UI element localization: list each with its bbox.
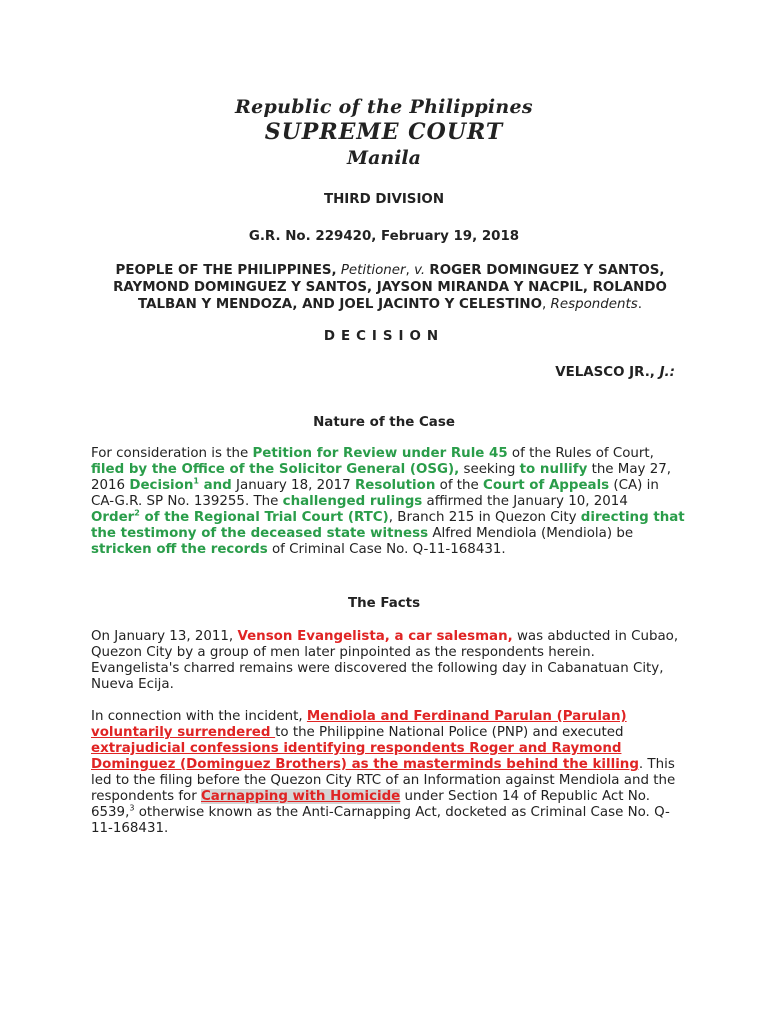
- link-osg: filed by the Office of the Solicitor General (OSG),: [91, 462, 460, 477]
- paragraph-nature: For consideration is the Petition for Review under Rule 45 of the Rules of Court, filed by the Office of the Solicitor General (OSG), seeking to nullify the May 27, 2016 Decision$^1$ and January 18, 2017 Resolution of the Court of Appeals (CA) in CA-G.R. SP No. 139255. The challenged rulings affirmed the January 10, 2014 Order$^2$ of the Regional Trial Court (RTC), Branch 215 in Quezon City directing that the testimony of the deceased state witness Alfred Mendiola (Mendiola) be stricken off the records of Criminal Case No. Q-11-168431.: [91, 446, 685, 557]
- paragraph-facts-2: In connection with the incident, Mendiola and Ferdinand Parulan (Parulan) voluntarily surrendered to the Philippine National Police (PNP) and executed extrajudicial confessions identifying respondents Roger and Raymond Dominguez (Dominguez Brothers) as the masterminds behind the killing. This led to the filing before the Quezon City RTC of an Information against Mendiola and the respondents for Carnapping with Homicide under Section 14 of Republic Act No. 6539,$^3$ otherwise known as the Anti-Carnapping Act, docketed as Criminal Case No. Q- 11-168431.: [91, 709, 676, 836]
- footnote-1: 1: [193, 476, 199, 486]
- highlight-masterminds: Dominguez (Dominguez Brothers) as the masterminds behind the killing: [91, 757, 639, 772]
- header-court: SUPREME COURT: [264, 119, 504, 145]
- case-number: G.R. No. 229420, February 19, 2018: [248, 229, 520, 244]
- link-court-of-appeals: Court of Appeals: [483, 478, 610, 493]
- petitioner-role: Petitioner: [340, 263, 406, 278]
- link-nullify: to nullify: [519, 462, 588, 477]
- versus: v.: [414, 263, 426, 278]
- footnote-3: 3: [129, 803, 135, 813]
- link-decision: Decision: [129, 478, 194, 493]
- party-roger: ROGER DOMINGUEZ Y SANTOS,: [429, 263, 665, 278]
- link-stricken: stricken off the records: [91, 542, 268, 557]
- party-people: PEOPLE OF THE PHILIPPINES,: [115, 263, 337, 278]
- party-line-2: RAYMOND DOMINGUEZ Y SANTOS, JAYSON MIRANDA Y NACPIL, ROLANDO: [113, 280, 667, 295]
- decision-heading: DECISION: [323, 329, 445, 344]
- link-directing: directing that: [580, 510, 685, 525]
- highlight-mendiola-parulan: Mendiola and Ferdinand Parulan (Parulan): [306, 709, 627, 724]
- header-republic: Republic of the Philippines: [235, 96, 533, 118]
- link-order: Order: [91, 510, 135, 525]
- header-city: Manila: [347, 147, 421, 169]
- ponente-title: J.:: [659, 365, 675, 380]
- party-line-3: TALBAN Y MENDOZA, AND JOEL JACINTO Y CELESTINO: [138, 297, 543, 312]
- link-resolution: Resolution: [354, 478, 436, 493]
- highlight-venson: Venson Evangelista, a car salesman,: [237, 629, 513, 644]
- respondents-role: Respondents: [550, 297, 638, 312]
- link-challenged-rulings: challenged rulings: [282, 494, 423, 509]
- link-petition: Petition for Review under Rule 45: [252, 446, 508, 461]
- paragraph-facts-1: On January 13, 2011, Venson Evangelista, a car salesman, was abducted in Cubao, Quezon City by a group of men later pinpointed as the respondents herein. Evangelista's charred remains were discovered the following day in Cabanatuan City, Nueva Ecija.: [91, 629, 679, 692]
- division-title: THIRD DIVISION: [323, 192, 445, 207]
- ponente: [555, 365, 675, 381]
- highlight-carnapping: Carnapping with Homicide: [200, 789, 401, 804]
- case-parties: PEOPLE OF THE PHILIPPINES, Petitioner, v. ROGER DOMINGUEZ Y SANTOS, RAYMOND DOMINGUEZ Y SANTOS, JAYSON MIRANDA Y NACPIL, ROLANDO TALBAN Y MENDOZA, AND JOEL JACINTO Y CELESTINO, Respondents.: [113, 263, 667, 312]
- ponente-name: VELASCO JR.,: [555, 365, 655, 380]
- highlight-surrendered: voluntarily surrendered: [91, 725, 276, 740]
- highlight-confessions: extrajudicial confessions identifying respondents Roger and Raymond: [91, 741, 622, 756]
- footnote-2: 2: [134, 508, 140, 518]
- link-testimony: the testimony of the deceased state witness: [91, 526, 429, 541]
- section-heading-nature: Nature of the Case: [313, 415, 455, 430]
- section-heading-facts: The Facts: [347, 596, 421, 611]
